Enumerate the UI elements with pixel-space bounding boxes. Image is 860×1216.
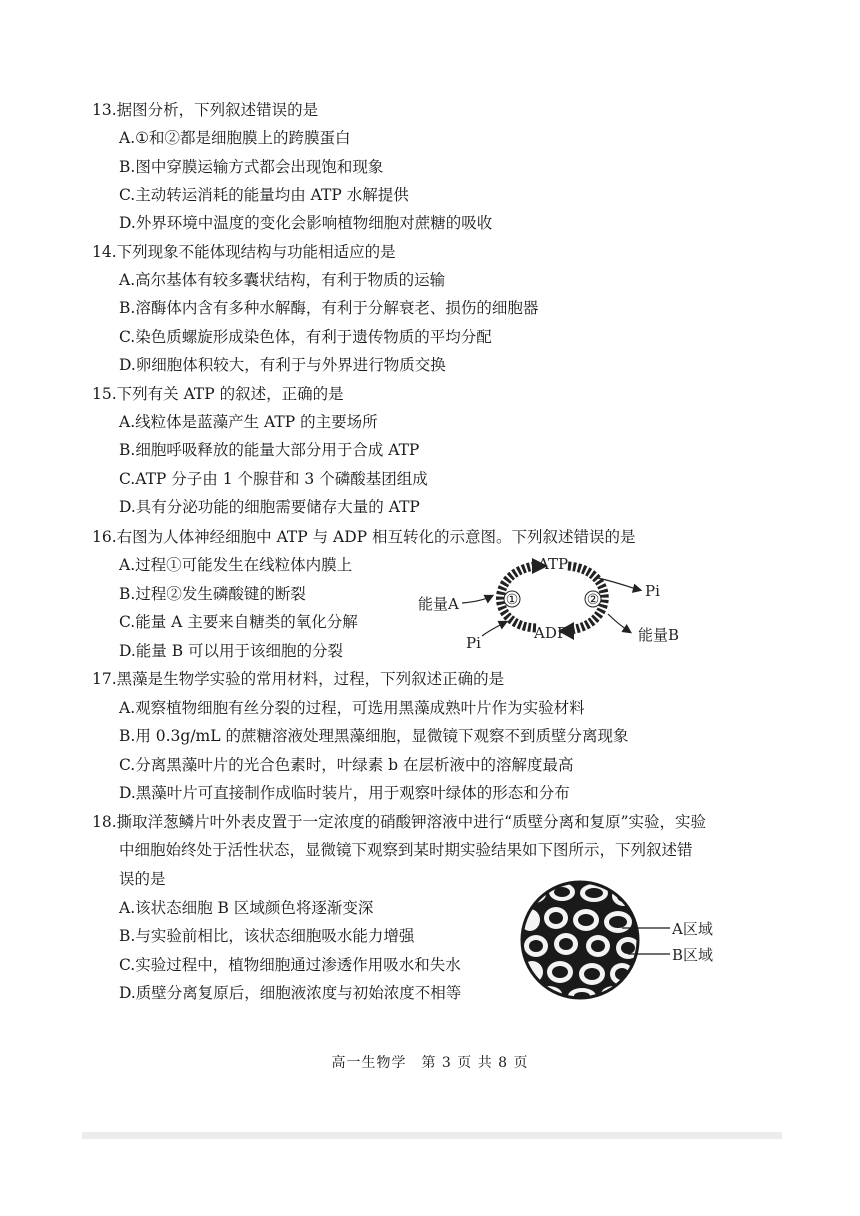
q18-option-d: D.质壁分离复原后，细胞液浓度与初始浓度不相等 — [119, 984, 462, 1002]
question-14-stem: 14.下列现象不能体现结构与功能相适应的是 — [92, 243, 396, 261]
q18-option-b: B.与实验前相比，该状态细胞吸水能力增强 — [119, 927, 415, 945]
q17-option-c: C.分离黑藻叶片的光合色素时，叶绿素 b 在层析液中的溶解度最高 — [119, 756, 574, 774]
q16-option-c: C.能量 A 主要来自糖类的氧化分解 — [119, 613, 358, 631]
energy-a-label: 能量A — [418, 595, 459, 613]
q15-option-c: C.ATP 分子由 1 个腺苷和 3 个磷酸基团组成 — [119, 470, 428, 488]
process-2-label: ② — [586, 592, 600, 608]
pi-in-label: Pi — [466, 634, 481, 652]
question-16-stem: 16.右图为人体神经细胞中 ATP 与 ADP 相互转化的示意图。下列叙述错误的是 — [92, 528, 636, 546]
region-a-label: A区域 — [672, 920, 713, 938]
q14-option-a: A.高尔基体有较多囊状结构，有利于物质的运输 — [119, 271, 446, 289]
question-15-stem: 15.下列有关 ATP 的叙述，正确的是 — [92, 385, 344, 403]
q18-option-c: C.实验过程中，植物细胞通过渗透作用吸水和失水 — [119, 956, 461, 974]
question-17-stem: 17.黑藻是生物学实验的常用材料，过程，下列叙述正确的是 — [92, 670, 505, 688]
q15-option-a: A.线粒体是蓝藻产生 ATP 的主要场所 — [119, 413, 378, 431]
energy-b-label: 能量B — [638, 626, 680, 644]
atp-adp-diagram — [410, 548, 710, 660]
plasmolysis-cell-diagram — [520, 880, 730, 1004]
page-footer: 高一生物学 第 3 页 共 8 页 — [331, 1055, 529, 1071]
q16-option-a: A.过程①可能发生在线粒体内膜上 — [119, 556, 353, 574]
q17-option-b: B.用 0.3g/mL 的蔗糖溶液处理黑藻细胞，显微镜下观察不到质壁分离现象 — [119, 727, 629, 745]
q13-option-c: C.主动转运消耗的能量均由 ATP 水解提供 — [119, 186, 409, 204]
pi-out-label: Pi — [645, 582, 660, 600]
bottom-divider — [82, 1132, 782, 1139]
q14-option-b: B.溶酶体内含有多种水解酶，有利于分解衰老、损伤的细胞器 — [119, 299, 539, 317]
question-13-stem: 13.据图分析，下列叙述错误的是 — [92, 101, 319, 119]
q13-option-d: D.外界环境中温度的变化会影响植物细胞对蔗糖的吸收 — [119, 214, 493, 232]
atp-label: ATP — [538, 555, 569, 573]
region-b-label: B区域 — [672, 946, 714, 964]
q16-option-b: B.过程②发生磷酸键的断裂 — [119, 585, 306, 603]
q16-option-d: D.能量 B 可以用于该细胞的分裂 — [119, 642, 344, 660]
q14-option-c: C.染色质螺旋形成染色体，有利于遗传物质的平均分配 — [119, 328, 492, 346]
q13-option-a: A.①和②都是细胞膜上的跨膜蛋白 — [119, 129, 351, 147]
adp-label: ADP — [534, 624, 567, 642]
q18-option-a: A.该状态细胞 B 区域颜色将逐渐变深 — [119, 899, 374, 917]
q13-option-b: B.图中穿膜运输方式都会出现饱和现象 — [119, 158, 384, 176]
q15-option-b: B.细胞呼吸释放的能量大部分用于合成 ATP — [119, 441, 420, 459]
q14-option-d: D.卵细胞体积较大，有利于与外界进行物质交换 — [119, 356, 446, 374]
q15-option-d: D.具有分泌功能的细胞需要储存大量的 ATP — [119, 498, 420, 516]
question-18-stem-line-2: 中细胞始终处于活性状态，显微镜下观察到某时期实验结果如下图所示，下列叙述错 — [119, 841, 693, 859]
q17-option-a: A.观察植物细胞有丝分裂的过程，可选用黑藻成熟叶片作为实验材料 — [119, 699, 585, 717]
question-18-stem-line-1: 18.撕取洋葱鳞片叶外表皮置于一定浓度的硝酸钾溶液中进行“质壁分离和复原”实验，实验 — [92, 813, 707, 831]
question-18-stem-line-3: 误的是 — [119, 870, 166, 888]
q17-option-d: D.黑藻叶片可直接制作成临时装片，用于观察叶绿体的形态和分布 — [119, 784, 570, 802]
process-1-label: ① — [505, 592, 519, 608]
